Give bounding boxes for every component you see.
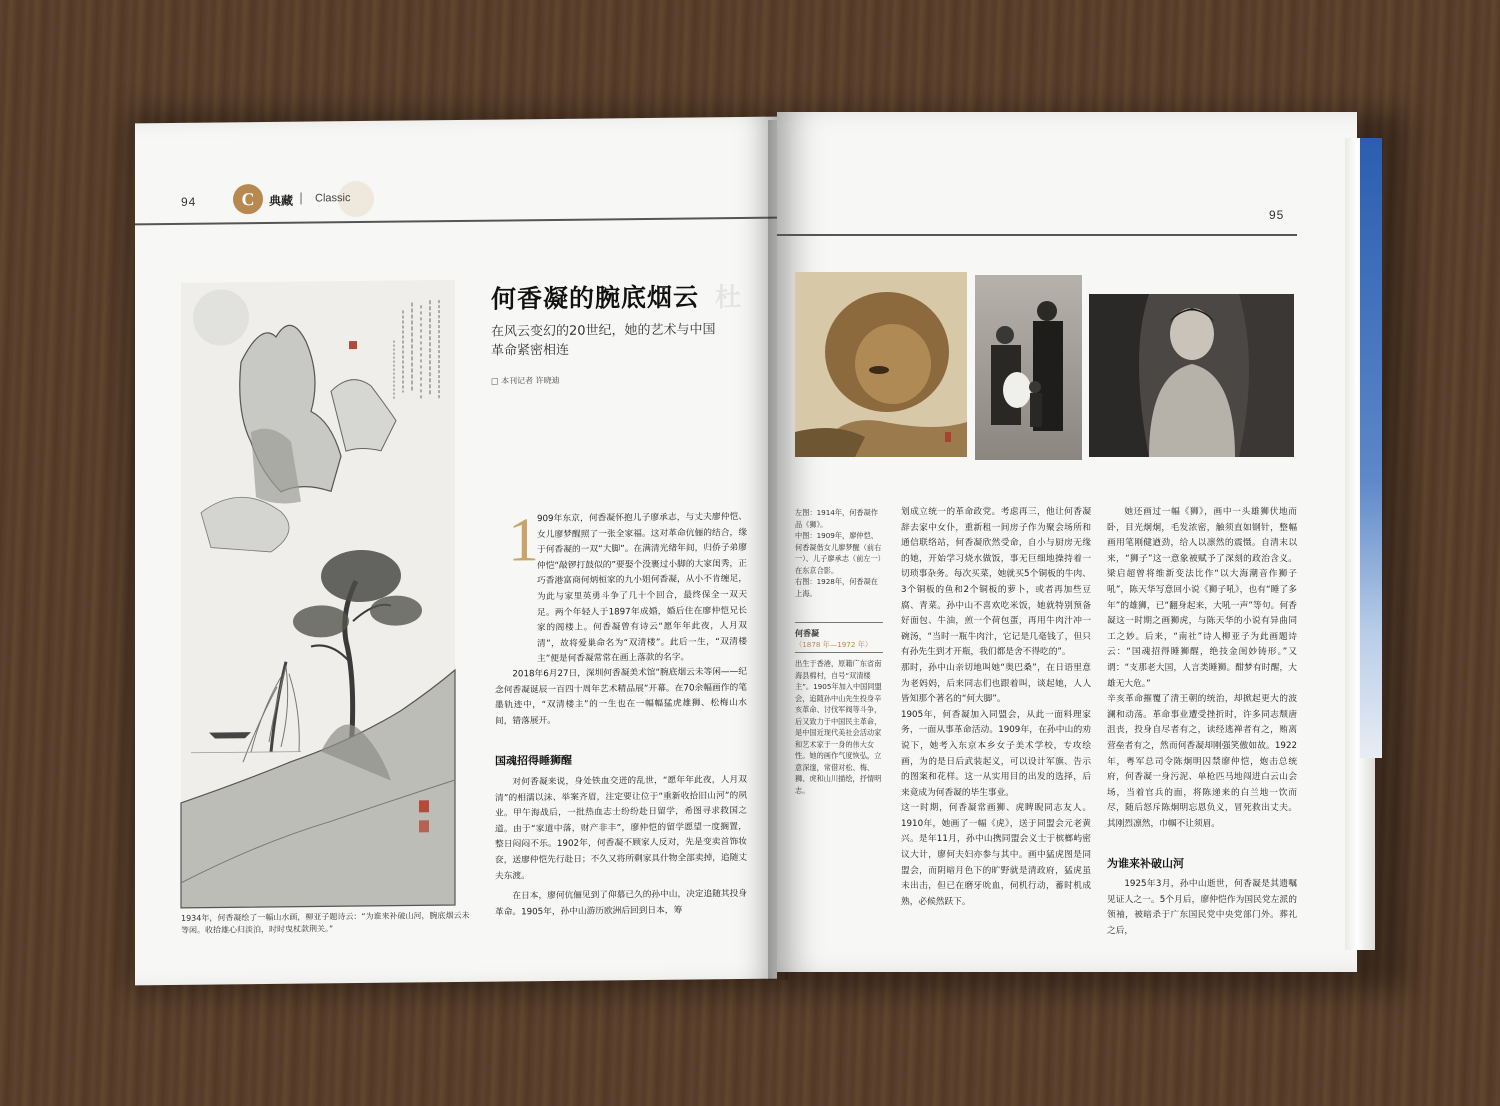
header-rule [135, 217, 777, 226]
paragraph-3: 对何香凝来说，身处铁血交迸的乱世，“愿年年此夜，人月双清”的相濡以沫、举案齐眉，注定要让位于“重新收拾旧山河”的夙业。甲午海战后，一批热血志士纷纷赴日留学，希图寻求救国之道。由于“家道中落，财产非丰”，廖仲恺的留学愿望一度搁置，整日闷闷不乐。1902年，何香凝不顾家人反对，先是变卖首饰妆奁，送廖仲恺先行赴日；不久又将所剩家具什物全部卖掉，追随丈夫东渡。 [495, 774, 747, 882]
painting-caption: 1934年，何香凝绘了一幅山水画，柳亚子题诗云：“为谁来补破山河，腕底烟云未等闲。收拾雄心归淡泊，时时曳杖款荆关。” [181, 910, 470, 935]
paragraph-1: 909年东京，何香凝怀抱儿子廖承志，与丈夫廖仲恺、女儿廖梦醒照了一张全家福。这对革命伉俪的结合，缘于何香凝的一双“大脚”。在满清光绪年间，归侨子弟廖仲恺“敲锣打鼓似的”要娶个没裹过小脚的大家闺秀，正巧香港富商何炳桓家的九小姐何香凝，从小不肯缠足，为此与家里英勇斗争了几十个回合，最终保全一双天足。两个年轻人于1897年成婚，婚后住在廖仲恺兄长家的阁楼上。何香凝曾有诗云“愿年年此夜，人月双清”，故将爱巢命名为“双清楼”。此后一生，“双清楼主”便是何香凝常常在画上落款的名字。 [537, 511, 747, 665]
paragraph-2: 2018年6月27日，深圳何香凝美术馆“腕底烟云未等闲——纪念何香凝诞辰一百四十周年艺术精品展”开幕。在70余幅画作的笔墨轨迹中，“双清楼主”的一生也在一幅幅猛虎雄狮、松梅山水间，错落展开。 [495, 666, 747, 727]
article-title: 何香凝的腕底烟云 [491, 282, 700, 314]
bio-text: 出生于香港，原籍广东省南海县棉村，自号“双清楼主”。1905年加入中国同盟会，追随孙中山先生投身辛亥革命、讨伐军阀等斗争，后又致力于中国民主革命，是中国近现代美社会活动家和艺术家于一身的伟大女性。她的画作气度恢弘，立意深邃，常借对松、梅、狮、虎和山川描绘，抒情明志。 [795, 659, 882, 795]
section-title-zh: 典藏 [269, 193, 294, 208]
family-photo [975, 275, 1082, 460]
article-subtitle: 在风云变幻的20世纪，她的艺术与中国革命紧密相连 [491, 322, 716, 359]
divider [795, 652, 883, 653]
section-separator: | [299, 190, 304, 205]
page-edge-blue-cover [1360, 138, 1382, 758]
body-column-2: 她还画过一幅《狮》，画中一头雄狮伏地而卧，目光炯炯，毛发浓密，触须直如钢针，整幅画用笔刚健遒劲，给人以凛然的震慑。自清末以来，“狮子”这一意象被赋予了深刻的政治含义。梁启超曾将维新变法比作“以大海潮音作狮子吼”，陈天华写意回小说《狮子吼》，也有“睡了多年”的雄狮，已“翻身起来，大吼一声”等句。何香凝这一时期之画狮虎，与陈天华的小说有异曲同工之妙。后来，“南社”诗人柳亚子为此画题诗云：“国魂招得睡狮醒，绝技金闺妙铸形。”又谓：“支那老大国，人言类睡狮。酣梦有时醒，大雄无大危。” 辛亥革命摧覆了清王朝的统治，却掀起更大的波澜和动荡。革命事业遭受挫折时，许多同志颓唐沮丧，投身自尽者有之，读经逃禅者有之，贿离营垒者有之，然而何香凝却刚强笑傲如故。1922年，粤军总司令陈炯明囚禁廖仲恺，炮击总统府，何香凝一身污泥、单枪匹马地闯进白云山会场，当着官兵的面，将陈递来的白兰地一饮而尽，随后怒斥陈炯明忘恩负义，冒死救出丈夫。其刚烈凛然，巾帼不让须眉。 [1107, 507, 1297, 829]
header-rule [777, 234, 1297, 236]
portrait-photo [1089, 294, 1294, 457]
landscape-painting [181, 280, 455, 908]
body-column-2-tail: 1925年3月，孙中山逝世，何香凝是其遗嘱见证人之一。5个月后，廖仲恺作为国民党左派的领袖，被暗杀于广东国民党中央党部门外。葬礼之后， [1107, 879, 1297, 936]
subheading-1: 国魂招得睡狮醒 [495, 753, 572, 768]
portrait-photo-svg [1089, 294, 1294, 457]
paragraph-4: 在日本，廖何伉俪见到了仰慕已久的孙中山，决定追随其投身革命。1905年，孙中山游历欧洲后回到日本，筹 [495, 888, 747, 918]
right-page [777, 112, 1357, 972]
subheading-2: 为谁来补破山河 [1107, 857, 1184, 870]
lion-painting-svg [795, 272, 967, 457]
section-logo: C [233, 184, 263, 214]
divider [795, 622, 883, 623]
lion-painting-photo [795, 272, 967, 457]
byline: □ 本刊记者 许晓迪 [491, 375, 560, 386]
body-column-1: 划成立统一的革命政党。考虑再三，他让何香凝辞去家中女仆，重新租一间房子作为聚会场所和通信联络站，何香凝欣然受命，自小与厨房无缘的她，开始学习烧水做饭，事无巨细地操持着一切琐事杂务。每次买菜，她就买5个铜板的牛肉、3个铜板的鱼和2个铜板的萝卜，或者再加些豆腐、青菜。孙中山不喜欢吃米饭，她就特别预备好面包、牛油，煎一个荷包蛋，再用牛肉汁冲一碗汤，“当时一瓶牛肉汁，它记是几毫钱了，但只有孙先生到才开瓶，我们都是舍不得吃的”。 那时，孙中山亲切地叫她“奥巴桑”，在日语里意为老妈妈，后来同志们也跟着叫，谈起她，人人皆知那个著名的“何大脚”。 1905年，何香凝加入同盟会，从此一面料理家务，一面从事革命活动。1909年，在孙中山的劝说下，她考入东京本乡女子美术学校，专攻绘画，为的是日后武装起义，可以设计军旗、告示的图案和花样。这一从实用目的出发的选择，后来竟成为何香凝的毕生事业。 这一时期，何香凝常画狮、虎睥睨同志友人。1910年，她画了一幅《虎》，送于同盟会元老黄兴。是年11月，孙中山携同盟会义士于槟榔屿密议大计，廖何夫妇亦参与其中。画中猛虎图是同盟会，而阴暗月色下的旷野就是清政府，猛虎虽未出击，但已在磨牙吮血，伺机行动，蓄时机成熟，必候然跃下。 [901, 507, 1091, 907]
ghost-text: 杜 [715, 283, 742, 314]
photo-captions: 左图：1914年，何香凝作品《狮》。 中图：1909年，廖仲恺、何香凝偕女儿廖梦醒（前右一）、儿子廖承志（前左一）在东京合影。 右图：1928年，何香凝在上海。 [795, 508, 882, 598]
left-page [135, 117, 777, 986]
section-title-en: Classic [315, 192, 351, 205]
page-number: 95 [1269, 208, 1285, 222]
page-number: 94 [181, 194, 197, 209]
bio-name: 何香凝 [795, 629, 819, 638]
dropcap: 1 [508, 506, 539, 575]
landscape-painting-svg [181, 280, 455, 908]
bio-years: （1878 年—1972 年） [795, 640, 873, 649]
family-photo-svg [975, 275, 1082, 460]
